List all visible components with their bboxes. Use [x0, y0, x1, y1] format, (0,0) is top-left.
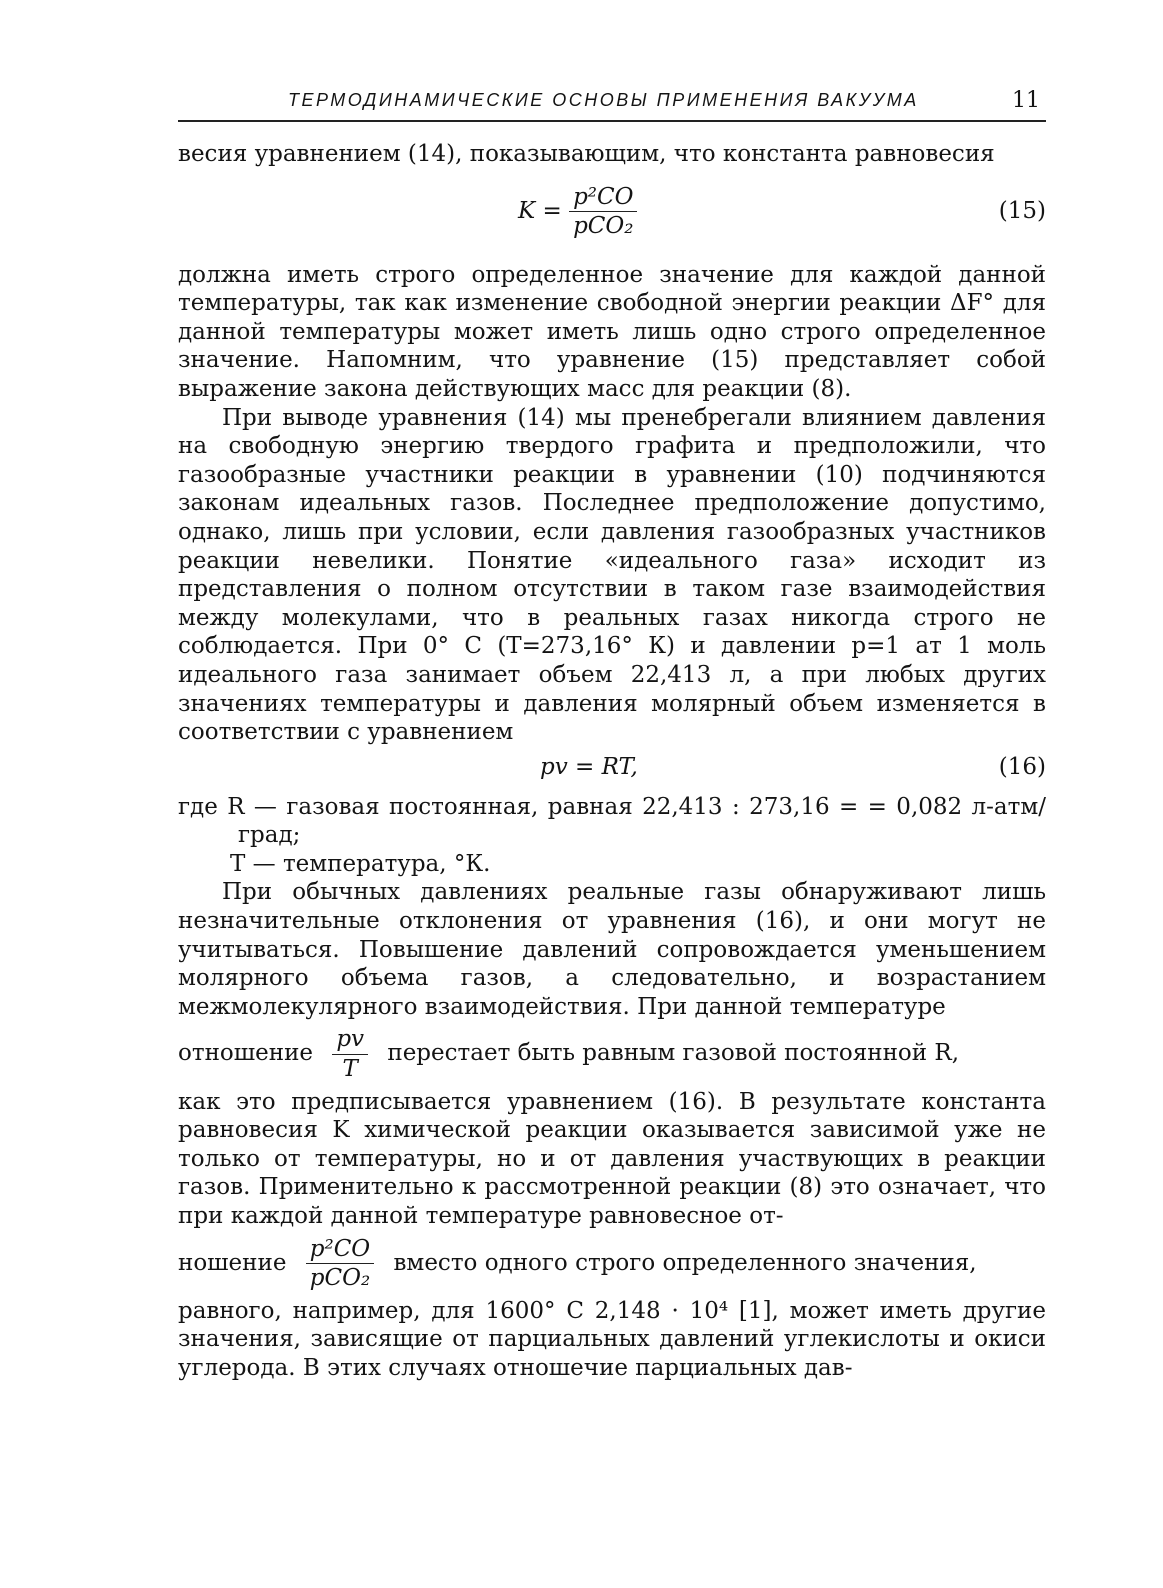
paragraph-1: весия уравнением (14), показывающим, что константа равновесия: [178, 141, 995, 167]
pco-denominator: pCO₂: [306, 1263, 374, 1293]
eq16-expression: pv = RT,: [540, 753, 638, 780]
page-number: 11: [1012, 88, 1040, 113]
ratio-post-text: перестает быть равным газовой постоянной R,: [387, 1040, 960, 1067]
equation-16: [178, 747, 1046, 793]
line-ratio-pco: [178, 1235, 1046, 1293]
pco-numerator: p²CO: [309, 1235, 371, 1262]
paragraph-3: При выводе уравнения (14) мы пренебрегали влиянием давления на свободную энергию твердого графита и предположили, что газообразные участники реакции в уравнении (10) подчиняются законам идеальных газов. Последнее предположение допустимо, однако, лишь при условии, если давления газообразных участников реакции невелики. Понятие «идеального газа» исходит из представления о полном отсутствии в таком газе взаимодействия между молекулами, что в реальных газах никогда строго не соблюдается. При 0° С (T=273,16° К) и давлении p=1 ат 1 моль идеального газа занимает объем 22,413 л, а при любых других значениях температуры и давления молярный объем изменяется в соответствии с уравнением: [178, 404, 1046, 746]
ratio-pre-text: отношение: [178, 1040, 314, 1067]
paragraph-4a: При обычных давлениях реальные газы обнаруживают лишь незначительные отклонения от уравнения (16), и они могут не учитываться. Повышение давлений сопровождается уменьшением молярного объема газов, а следовательно, и возрастанием межмолекулярного взаимодействия. При данной температуре: [178, 879, 1046, 1020]
eq15-fraction: [569, 183, 637, 241]
body-text: [178, 140, 1046, 1383]
eq15-denominator: pCO₂: [569, 211, 637, 241]
definition-T: T — температура, °К.: [230, 850, 491, 877]
ratio2-pre-text: ношение: [178, 1249, 287, 1276]
pvT-denominator: T: [332, 1054, 368, 1084]
page: [178, 86, 1046, 1383]
eq15-lhs: K =: [518, 197, 562, 224]
eq15-number: (15): [998, 197, 1046, 224]
running-header: [178, 86, 1046, 122]
running-title: ТЕРМОДИНАМИЧЕСКИЕ ОСНОВЫ ПРИМЕНЕНИЯ ВАКУУМА: [288, 90, 919, 110]
eq15-numerator: p²CO: [573, 183, 634, 210]
paragraph-4c: как это предписывается уравнением (16). В результате константа равновесия K химической реакции оказывается зависимой уже не только от температуры, но и от давления участвующих в реакции газов. Применительно к рассмотренной реакции (8) это означает, что при каждой данной температуре равновесное от-: [178, 1088, 1046, 1229]
definition-R: где R — газовая постоянная, равная 22,413 : 273,16 = = 0,082 л-атм/град;: [178, 793, 1046, 849]
line-ratio-pvT: [178, 1025, 1046, 1083]
pco-fraction: [306, 1235, 374, 1293]
paragraph-4e: равного, например, для 1600° С 2,148 · 10⁴ [1], может иметь другие значения, зависящие от парциальных давлений углекислоты и окиси углерода. В этих случаях отношечие парциальных дав-: [178, 1297, 1046, 1381]
equation-15: [178, 169, 1046, 261]
pvT-fraction: [332, 1025, 368, 1083]
paragraph-2: должна иметь строго определенное значение для каждой данной температуры, так как изменение свободной энергии реакции ΔF° для данной температуры может иметь лишь одно строго определенное значение. Напомним, что уравнение (15) представляет собой выражение закона действующих масс для реакции (8).: [178, 261, 1046, 402]
eq16-number: (16): [998, 753, 1046, 780]
pvT-numerator: pv: [336, 1026, 365, 1053]
ratio2-post-text: вместо одного строго определенного значения,: [393, 1249, 977, 1276]
